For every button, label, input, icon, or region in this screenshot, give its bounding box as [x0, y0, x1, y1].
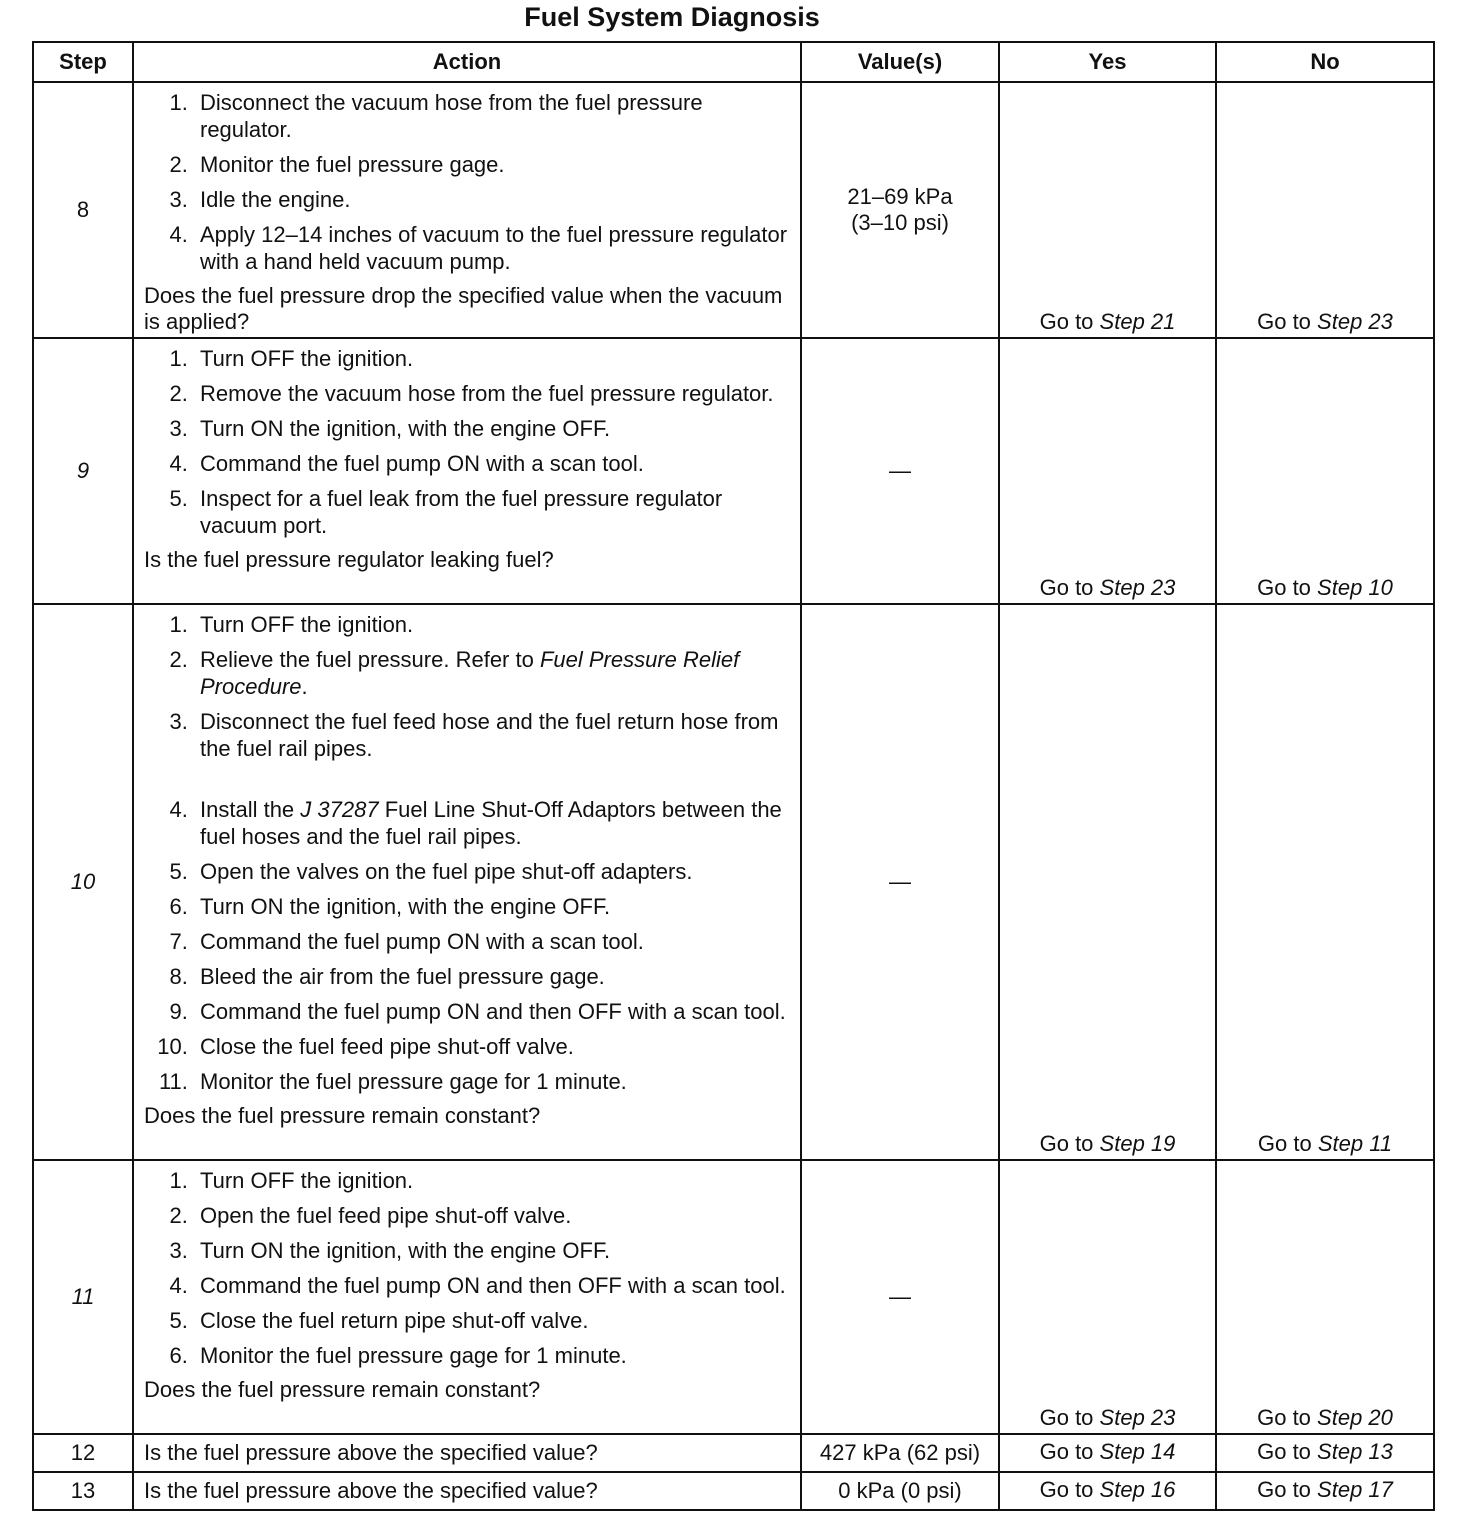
list-item: 3. Idle the engine. — [194, 186, 800, 213]
list-item: 2. Monitor the fuel pressure gage. — [194, 151, 800, 178]
no-step-link: Step 11 — [1317, 1131, 1393, 1156]
question: Does the fuel pressure remain constant? — [144, 1377, 541, 1402]
yes-step-link: Step 14 — [1099, 1439, 1176, 1464]
no-cell — [1216, 338, 1434, 604]
list-item: 3. Disconnect the fuel feed hose and the fuel return hose from the fuel rail pipes. — [194, 708, 800, 762]
goto-text: Go to — [1039, 1439, 1094, 1464]
diagnosis-table — [32, 41, 1435, 1511]
list-item-text: Install the — [200, 797, 295, 822]
no-cell — [1216, 1472, 1434, 1510]
list-item: 2. Relieve the fuel pressure. Refer to Fuel Pressure Relief Procedure. — [194, 646, 800, 700]
value-cell: — — [801, 604, 999, 1160]
question: Is the fuel pressure regulator leaking fuel? — [144, 547, 554, 572]
list-item: 4. Command the fuel pump ON and then OFF with a scan tool. — [194, 1272, 800, 1299]
no-cell — [1216, 82, 1434, 338]
action-list — [134, 345, 800, 539]
action-cell — [133, 82, 801, 338]
value-cell: 0 kPa (0 psi) — [801, 1472, 999, 1510]
goto-text: Go to — [1257, 1131, 1312, 1156]
list-item: 7. Command the fuel pump ON with a scan tool. — [194, 928, 800, 955]
list-item: 1. Turn OFF the ignition. — [194, 1167, 800, 1194]
value-line: (3–10 psi) — [851, 210, 949, 235]
page-title: Fuel System Diagnosis — [524, 2, 820, 32]
header-yes: Yes — [999, 42, 1216, 82]
list-item: 1. Disconnect the vacuum hose from the fuel pressure regulator. — [194, 89, 800, 143]
yes-step-link: Step 23 — [1099, 1405, 1176, 1430]
procedure-reference: Fuel Pressure Relief Procedure — [200, 647, 740, 699]
action-list — [134, 1167, 800, 1369]
header-row — [33, 42, 1434, 82]
no-cell — [1216, 1160, 1434, 1434]
question: Is the fuel pressure above the specified value? — [133, 1434, 801, 1472]
list-item: 11. Monitor the fuel pressure gage for 1 minute. — [194, 1068, 800, 1095]
header-action: Action — [133, 42, 801, 82]
step-number: 12 — [33, 1434, 133, 1472]
goto-text: Go to — [1257, 309, 1311, 334]
action-cell — [133, 1160, 801, 1434]
list-item-text: Relieve the fuel pressure. Refer to — [200, 647, 534, 672]
no-cell — [1216, 1434, 1434, 1472]
list-item: 10. Close the fuel feed pipe shut-off valve. — [194, 1033, 800, 1060]
goto-text: Go to — [1039, 1131, 1094, 1156]
step-number: 10 — [33, 604, 133, 1160]
list-item: 5. Inspect for a fuel leak from the fuel pressure regulator vacuum port. — [194, 485, 800, 539]
list-item-text: Fuel Line Shut-Off Adaptors between the fuel hoses and the fuel rail pipes. — [200, 797, 782, 849]
yes-step-link: Step 16 — [1099, 1477, 1176, 1502]
yes-step-link: Step 19 — [1099, 1131, 1176, 1156]
tool-reference: J 37287 — [300, 797, 379, 822]
step-number: 13 — [33, 1472, 133, 1510]
list-item: 6. Monitor the fuel pressure gage for 1 minute. — [194, 1342, 800, 1369]
action-cell — [133, 604, 801, 1160]
question: Does the fuel pressure drop the specified value when the vacuum is applied? — [144, 283, 783, 334]
no-cell — [1216, 604, 1434, 1160]
goto-text: Go to — [1039, 309, 1094, 334]
no-step-link: Step 23 — [1317, 309, 1393, 334]
header-no: No — [1216, 42, 1434, 82]
table-row — [33, 1472, 1434, 1510]
value-cell: 427 kPa (62 psi) — [801, 1434, 999, 1472]
yes-cell — [999, 1472, 1216, 1510]
yes-cell — [999, 604, 1216, 1160]
list-item: 3. Turn ON the ignition, with the engine OFF. — [194, 1237, 800, 1264]
goto-text: Go to — [1257, 1439, 1311, 1464]
goto-text: Go to — [1039, 1405, 1094, 1430]
yes-cell — [999, 82, 1216, 338]
list-item: 1. Turn OFF the ignition. — [194, 345, 800, 372]
list-item: 5. Close the fuel return pipe shut-off valve. — [194, 1307, 800, 1334]
goto-text: Go to — [1257, 1405, 1311, 1430]
list-item — [194, 796, 800, 850]
no-step-link: Step 10 — [1317, 575, 1393, 600]
no-step-link: Step 13 — [1317, 1439, 1393, 1464]
list-item: 2. Open the fuel feed pipe shut-off valve. — [194, 1202, 800, 1229]
yes-cell — [999, 1434, 1216, 1472]
yes-cell — [999, 1160, 1216, 1434]
yes-step-link: Step 23 — [1099, 575, 1176, 600]
goto-text: Go to — [1257, 1477, 1311, 1502]
value-cell: — — [801, 1160, 999, 1434]
step-number: 11 — [33, 1160, 133, 1434]
step-number: 8 — [33, 82, 133, 338]
yes-step-link: Step 21 — [1099, 309, 1176, 334]
list-item: 6. Turn ON the ignition, with the engine OFF. — [194, 893, 800, 920]
goto-text: Go to — [1257, 575, 1311, 600]
yes-cell — [999, 338, 1216, 604]
table-row — [33, 338, 1434, 604]
action-list — [134, 89, 800, 275]
list-item: 8. Bleed the air from the fuel pressure gage. — [194, 963, 800, 990]
list-item: 1. Turn OFF the ignition. — [194, 611, 800, 638]
action-cell — [133, 338, 801, 604]
table-row — [33, 82, 1434, 338]
list-item: 5. Open the valves on the fuel pipe shut-off adapters. — [194, 858, 800, 885]
table-row — [33, 604, 1434, 1160]
question: Does the fuel pressure remain constant? — [144, 1103, 541, 1128]
list-item: 3. Turn ON the ignition, with the engine OFF. — [194, 415, 800, 442]
action-list — [134, 611, 800, 1095]
no-step-link: Step 20 — [1317, 1405, 1393, 1430]
question: Is the fuel pressure above the specified value? — [133, 1472, 801, 1510]
no-step-link: Step 17 — [1317, 1477, 1393, 1502]
goto-text: Go to — [1039, 1477, 1094, 1502]
header-values: Value(s) — [801, 42, 999, 82]
value-line: 21–69 kPa — [847, 184, 953, 209]
goto-text: Go to — [1039, 575, 1094, 600]
list-item: 2. Remove the vacuum hose from the fuel pressure regulator. — [194, 380, 800, 407]
list-item: 9. Command the fuel pump ON and then OFF with a scan tool. — [194, 998, 800, 1025]
list-item: 4. Apply 12–14 inches of vacuum to the fuel pressure regulator with a hand held vacuum pump. — [194, 221, 800, 275]
list-item: 4. Command the fuel pump ON with a scan tool. — [194, 450, 800, 477]
value-cell: — — [801, 338, 999, 604]
step-number: 9 — [33, 338, 133, 604]
table-row — [33, 1434, 1434, 1472]
table-row — [33, 1160, 1434, 1434]
value-cell — [801, 82, 999, 338]
header-step: Step — [33, 42, 133, 82]
